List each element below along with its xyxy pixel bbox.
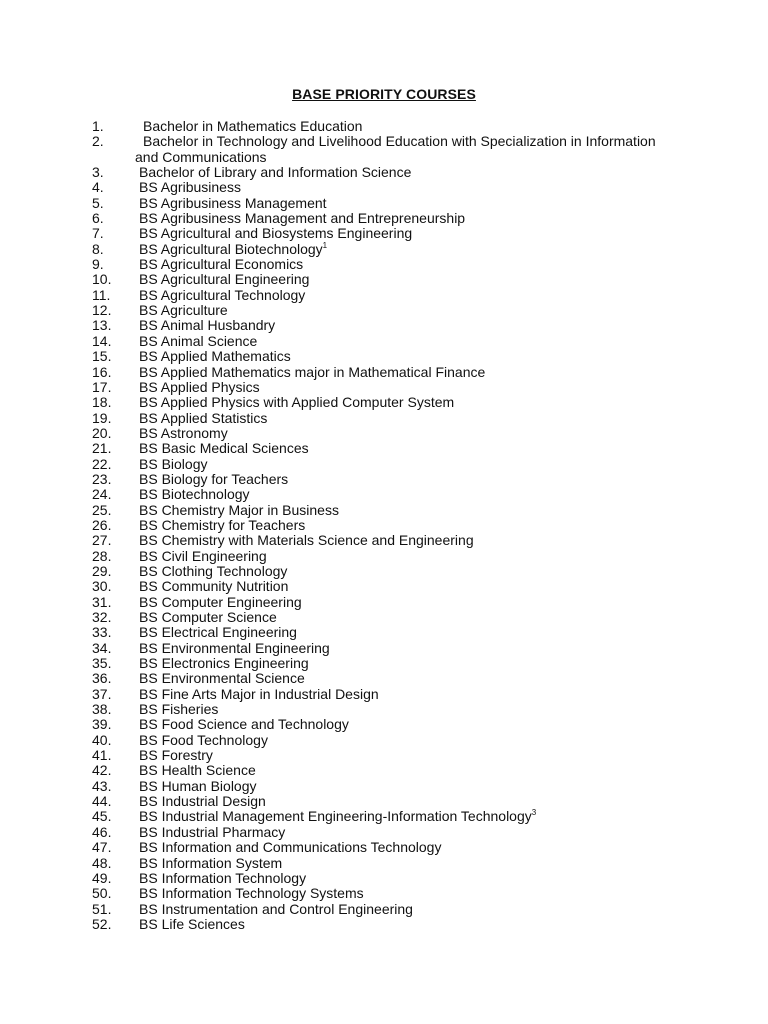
list-item-number: 17. xyxy=(92,378,112,395)
course-name: BS Health Science xyxy=(139,762,256,779)
list-item xyxy=(92,886,692,901)
course-name: BS Fine Arts Major in Industrial Design xyxy=(139,685,379,702)
list-item-text xyxy=(92,487,692,502)
list-item-text xyxy=(92,794,692,809)
list-item xyxy=(92,472,692,487)
course-name: BS Community Nutrition xyxy=(139,578,289,595)
list-item-text xyxy=(92,303,692,318)
list-item-text xyxy=(92,763,692,778)
list-item xyxy=(92,211,692,226)
list-item xyxy=(92,380,692,395)
list-item-text xyxy=(92,518,692,533)
list-item xyxy=(92,702,692,717)
list-item-number: 49. xyxy=(92,869,112,886)
course-name-continuation: and Communications xyxy=(135,148,267,165)
list-item-number: 23. xyxy=(92,470,112,487)
list-item-number: 13. xyxy=(92,317,112,334)
list-item-text xyxy=(92,365,692,380)
list-item xyxy=(92,779,692,794)
list-item-text xyxy=(92,457,692,472)
list-item xyxy=(92,334,692,349)
list-item xyxy=(92,917,692,932)
list-item xyxy=(92,656,692,671)
list-item-number: 45. xyxy=(92,808,112,825)
course-name: BS Industrial Management Engineering-Information Technology xyxy=(139,808,532,825)
course-name: BS Electrical Engineering xyxy=(139,624,297,641)
list-item-text xyxy=(92,395,692,410)
list-item xyxy=(92,871,692,886)
list-item-text xyxy=(92,871,692,886)
footnote-marker: 1 xyxy=(322,240,328,250)
list-item xyxy=(92,165,692,180)
list-item xyxy=(92,196,692,211)
list-item-number: 11. xyxy=(92,286,111,303)
list-item xyxy=(92,687,692,702)
course-name: BS Environmental Science xyxy=(139,670,305,687)
course-name: BS Basic Medical Sciences xyxy=(139,440,309,457)
list-item-number: 35. xyxy=(92,655,112,672)
list-item xyxy=(92,748,692,763)
course-name: BS Civil Engineering xyxy=(139,547,267,564)
course-list xyxy=(92,119,692,932)
list-item-text xyxy=(92,257,692,272)
list-item xyxy=(92,119,692,134)
list-item xyxy=(92,641,692,656)
course-name: BS Animal Science xyxy=(139,332,258,349)
footnote-marker: 3 xyxy=(531,808,537,818)
list-item-text xyxy=(92,917,692,932)
list-item-number: 27. xyxy=(92,532,112,549)
list-item-text xyxy=(92,902,692,917)
course-name: BS Forestry xyxy=(139,747,213,764)
course-name: BS Agricultural and Biosystems Engineering xyxy=(139,225,413,242)
list-item xyxy=(92,733,692,748)
list-item-text xyxy=(92,856,692,871)
list-item xyxy=(92,902,692,917)
list-item xyxy=(92,794,692,809)
list-item xyxy=(92,503,692,518)
list-item-number: 52. xyxy=(92,915,112,932)
list-item-text xyxy=(92,656,692,671)
list-item-number: 22. xyxy=(92,455,112,472)
list-item-number: 39. xyxy=(92,716,112,733)
list-item-text xyxy=(92,779,692,794)
course-name: BS Food Science and Technology xyxy=(139,716,349,733)
course-name: BS Information and Communications Technology xyxy=(139,839,442,856)
list-item-text xyxy=(92,334,692,349)
list-item-text xyxy=(92,671,692,686)
list-item-number: 41. xyxy=(92,747,112,764)
list-item-number: 4. xyxy=(92,179,104,196)
list-item-text xyxy=(92,180,692,195)
course-name: BS Life Sciences xyxy=(139,915,245,932)
list-item xyxy=(92,825,692,840)
list-item-number: 33. xyxy=(92,624,112,641)
list-item xyxy=(92,257,692,272)
list-item-number: 47. xyxy=(92,839,112,856)
list-item-text xyxy=(92,533,692,548)
list-item-text xyxy=(92,318,692,333)
course-name: BS Clothing Technology xyxy=(139,562,288,579)
list-item xyxy=(92,303,692,318)
list-item-number: 20. xyxy=(92,424,112,441)
list-item xyxy=(92,533,692,548)
list-item xyxy=(92,856,692,871)
list-item-number: 40. xyxy=(92,731,112,748)
list-item-number: 7. xyxy=(92,225,104,242)
list-item-text xyxy=(92,748,692,763)
list-item xyxy=(92,564,692,579)
list-item-number: 6. xyxy=(92,210,104,227)
list-item-text xyxy=(92,503,692,518)
course-name: BS Industrial Design xyxy=(139,793,266,810)
list-item-text xyxy=(92,426,692,441)
list-item-text xyxy=(92,242,692,257)
list-item xyxy=(92,518,692,533)
list-item-number: 3. xyxy=(92,164,104,181)
course-name: Bachelor in Technology and Livelihood Education with Specialization in Information xyxy=(143,133,656,150)
list-item xyxy=(92,411,692,426)
list-item xyxy=(92,226,692,241)
list-item-text xyxy=(92,733,692,748)
list-item xyxy=(92,840,692,855)
list-item-number: 50. xyxy=(92,885,112,902)
list-item-text xyxy=(92,717,692,732)
list-item xyxy=(92,288,692,303)
course-name: BS Agribusiness Management xyxy=(139,194,327,211)
list-item-text xyxy=(92,610,692,625)
list-item-text xyxy=(92,380,692,395)
list-item-number: 30. xyxy=(92,578,112,595)
list-item-number: 14. xyxy=(92,332,112,349)
list-item xyxy=(92,134,692,165)
list-item-number: 42. xyxy=(92,762,112,779)
list-item xyxy=(92,610,692,625)
course-name: BS Human Biology xyxy=(139,777,257,794)
list-item-number: 36. xyxy=(92,670,112,687)
course-name: BS Industrial Pharmacy xyxy=(139,823,286,840)
list-item-number: 43. xyxy=(92,777,112,794)
list-item-text xyxy=(92,165,692,180)
course-name: BS Biotechnology xyxy=(139,486,250,503)
list-item-number: 24. xyxy=(92,486,112,503)
list-item-text xyxy=(92,625,692,640)
list-item-text xyxy=(92,119,692,134)
list-item xyxy=(92,441,692,456)
course-name: BS Computer Science xyxy=(139,609,277,625)
course-name: BS Agricultural Economics xyxy=(139,256,304,273)
list-item-text xyxy=(92,472,692,487)
course-name: BS Electronics Engineering xyxy=(139,655,309,672)
list-item xyxy=(92,549,692,564)
list-item-text xyxy=(92,840,692,855)
list-item xyxy=(92,426,692,441)
list-item xyxy=(92,717,692,732)
course-name: BS Applied Physics xyxy=(139,378,260,395)
list-item-number: 18. xyxy=(92,394,112,411)
list-item-number: 29. xyxy=(92,562,112,579)
list-item xyxy=(92,457,692,472)
list-item-number: 10. xyxy=(92,271,112,288)
course-name: BS Applied Physics with Applied Computer System xyxy=(139,394,455,411)
list-item-text xyxy=(92,411,692,426)
list-item xyxy=(92,365,692,380)
list-item-text xyxy=(92,702,692,717)
course-name: BS Agriculture xyxy=(139,302,228,319)
list-item-text xyxy=(92,272,692,287)
list-item-number: 12. xyxy=(92,302,112,319)
list-item xyxy=(92,579,692,594)
list-item-number: 26. xyxy=(92,516,112,533)
list-item-number: 9. xyxy=(92,256,104,273)
list-item-number: 5. xyxy=(92,194,104,211)
course-name: BS Applied Statistics xyxy=(139,409,268,426)
list-item-number: 2. xyxy=(92,133,104,150)
course-name: BS Fisheries xyxy=(139,701,219,718)
course-name: BS Agricultural Biotechnology xyxy=(139,240,323,257)
course-name: BS Agricultural Technology xyxy=(139,286,306,303)
list-item-number: 25. xyxy=(92,501,112,518)
list-item-number: 8. xyxy=(92,240,104,257)
list-item xyxy=(92,809,692,824)
list-item-text xyxy=(92,579,692,594)
list-item-text xyxy=(92,564,692,579)
course-name: Bachelor in Mathematics Education xyxy=(143,118,363,134)
course-name: BS Animal Husbandry xyxy=(139,317,276,334)
list-item-number: 1. xyxy=(92,118,104,134)
list-item xyxy=(92,242,692,257)
course-name: BS Agribusiness xyxy=(139,179,241,196)
list-item xyxy=(92,272,692,287)
course-name: BS Agribusiness Management and Entrepreneurship xyxy=(139,210,466,227)
list-item-text xyxy=(92,349,692,364)
list-item-number: 38. xyxy=(92,701,112,718)
course-name: BS Information Technology Systems xyxy=(139,885,364,902)
list-item-number: 44. xyxy=(92,793,112,810)
course-name: BS Biology xyxy=(139,455,208,472)
list-item xyxy=(92,487,692,502)
list-item-number: 28. xyxy=(92,547,112,564)
course-name: BS Computer Engineering xyxy=(139,593,302,610)
list-item-number: 21. xyxy=(92,440,112,457)
list-item-text xyxy=(92,549,692,564)
course-name: BS Instrumentation and Control Engineering xyxy=(139,900,413,917)
list-item-number: 19. xyxy=(92,409,112,426)
course-name: BS Food Technology xyxy=(139,731,268,748)
list-item xyxy=(92,180,692,195)
list-item-number: 16. xyxy=(92,363,112,380)
list-item-number: 32. xyxy=(92,609,112,625)
list-item-text xyxy=(92,134,692,149)
list-item-number: 51. xyxy=(92,900,112,917)
list-item-text xyxy=(92,441,692,456)
list-item-text xyxy=(92,211,692,226)
list-item-text xyxy=(92,886,692,901)
list-item-number: 37. xyxy=(92,685,112,702)
course-name: BS Applied Mathematics xyxy=(139,348,291,365)
list-item-text xyxy=(92,641,692,656)
course-name: BS Agricultural Engineering xyxy=(139,271,310,288)
course-name: BS Information Technology xyxy=(139,869,307,886)
list-item-number: 48. xyxy=(92,854,112,871)
course-name: Bachelor of Library and Information Science xyxy=(139,164,412,181)
list-item-text xyxy=(92,595,692,610)
list-item xyxy=(92,595,692,610)
course-name: BS Applied Mathematics major in Mathematical Finance xyxy=(139,363,486,380)
list-item xyxy=(92,671,692,686)
course-name: BS Astronomy xyxy=(139,424,228,441)
course-name: BS Chemistry Major in Business xyxy=(139,501,339,518)
list-item xyxy=(92,763,692,778)
list-item xyxy=(92,318,692,333)
course-name: BS Information System xyxy=(139,854,283,871)
course-name: BS Chemistry for Teachers xyxy=(139,516,306,533)
list-item-number: 31. xyxy=(92,593,112,610)
list-item-text xyxy=(92,288,692,303)
list-item-number: 34. xyxy=(92,639,112,656)
list-item xyxy=(92,349,692,364)
course-name: BS Chemistry with Materials Science and Engineering xyxy=(139,532,474,549)
list-item-text xyxy=(92,226,692,241)
list-item-number: 46. xyxy=(92,823,112,840)
list-item-text xyxy=(92,825,692,840)
course-name: BS Biology for Teachers xyxy=(139,470,289,487)
list-item xyxy=(92,625,692,640)
list-item-text xyxy=(92,196,692,211)
course-name: BS Environmental Engineering xyxy=(139,639,330,656)
list-item-number: 15. xyxy=(92,348,112,365)
list-item-text xyxy=(92,687,692,702)
page-title: BASE PRIORITY COURSES xyxy=(292,86,476,102)
list-item xyxy=(92,395,692,410)
list-item-text xyxy=(92,809,692,824)
